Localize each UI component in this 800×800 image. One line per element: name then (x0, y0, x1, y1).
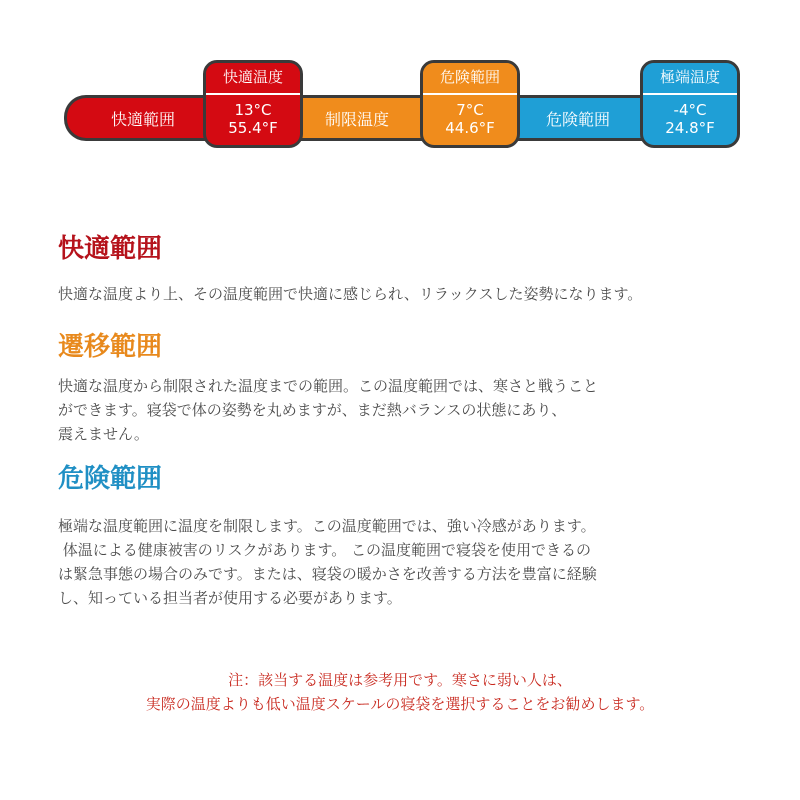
comfort-range-label: 快適範囲 (110, 109, 175, 129)
transition-line: 震えません。 (58, 425, 149, 443)
extreme-temp-celsius: -4°C (673, 101, 707, 119)
transition-section-title: 遷移範囲 (58, 332, 163, 362)
comfort-temp-badge-label: 快適温度 (206, 63, 300, 95)
transition-section-text (58, 374, 778, 446)
danger-line: 極端な温度範囲に温度を制限します。この温度範囲では、強い冷感があります。 (58, 517, 596, 535)
danger-temp-badge (420, 60, 520, 148)
transition-line: ができます。寝袋で体の姿勢を丸めますが、まだ熱バランスの状態にあり、 (58, 401, 567, 419)
note-line-2: 実際の温度よりも低い温度スケールの寝袋を選択することをお勧めします。 (145, 695, 655, 713)
extreme-temp-badge-label: 極端温度 (643, 63, 737, 95)
comfort-section-title: 快適範囲 (58, 234, 163, 264)
transition-line: 快適な温度から制限された温度までの範囲。この温度範囲では、寒さと戦うこと (58, 377, 599, 395)
reference-note (0, 668, 800, 716)
danger-range-label: 危険範囲 (545, 109, 610, 129)
extreme-temp-badge (640, 60, 740, 148)
danger-temp-celsius: 7°C (456, 101, 484, 119)
note-line-1: 注：該当する温度は参考用です。寒さに弱い人は、 (228, 671, 572, 689)
limit-temp-label: 制限温度 (324, 109, 389, 129)
danger-section-text (58, 514, 778, 610)
comfort-temp-fahrenheit: 55.4°F (228, 119, 278, 137)
danger-temp-fahrenheit: 44.6°F (445, 119, 495, 137)
danger-section-title: 危険範囲 (58, 464, 163, 494)
extreme-temp-fahrenheit: 24.8°F (665, 119, 715, 137)
comfort-range-segment (64, 95, 219, 141)
danger-line: し、知っている担当者が使用する必要があります。 (58, 589, 402, 607)
comfort-section-text (58, 282, 778, 306)
limit-temp-segment (292, 95, 422, 141)
temperature-scale (0, 0, 800, 160)
danger-line: 体温による健康被害のリスクがあります。 この温度範囲で寝袋を使用できるの (58, 541, 592, 559)
comfort-line: 快適な温度より上、その温度範囲で快適に感じられ、リラックスした姿勢になります。 (58, 285, 643, 303)
comfort-temp-celsius: 13°C (234, 101, 272, 119)
danger-line: は緊急事態の場合のみです。または、寝袋の暖かさを改善する方法を豊富に経験 (58, 565, 597, 583)
danger-temp-badge-label: 危険範囲 (423, 63, 517, 95)
comfort-temp-badge (203, 60, 303, 148)
danger-range-segment (512, 95, 644, 141)
